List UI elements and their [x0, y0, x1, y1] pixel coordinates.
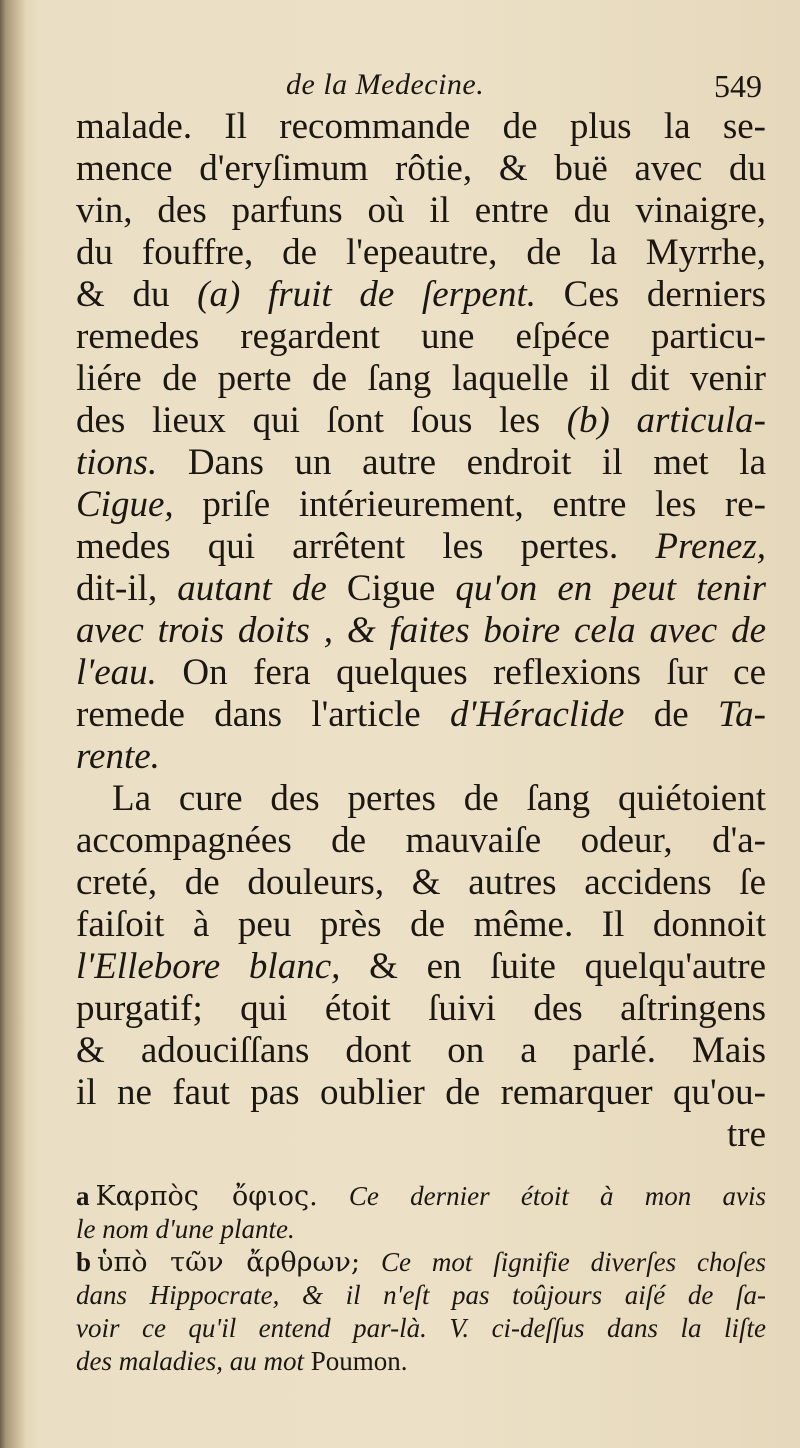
page-gutter-shadow — [0, 0, 26, 1448]
running-title: de la Medecine. — [286, 68, 485, 101]
text-line: l'Ellebore blanc, & en ſuite quelqu'autre — [76, 946, 766, 987]
footnote-label: a — [76, 1181, 90, 1211]
footnote-label: b — [76, 1247, 92, 1277]
text-line: Cigue, priſe intérieurement, entre les re- — [76, 484, 766, 525]
text-line: mence d'eryſimum rôtie, & buë avec du — [76, 148, 766, 189]
greek-text: ὑπὸ τῶν ἄρθρων; — [97, 1247, 361, 1278]
footnote-b: b ὑπὸ τῶν ἄρθρων; Ce mot ſignifie diverſes choſes — [76, 1247, 766, 1278]
footnotes — [76, 1180, 766, 1378]
text-line: tions. Dans un autre endroit il met la — [76, 442, 766, 483]
footnote-b-cont: des maladies, au mot Poumon. — [76, 1346, 408, 1376]
text-line: medes qui arrêtent les pertes. Prenez, — [76, 526, 766, 567]
text-line: dit-il, autant de Cigue qu'on en peut tenir — [76, 568, 766, 609]
text-line: & du (a) fruit de ſerpent. Ces derniers — [76, 274, 767, 315]
catchword: tre — [726, 1114, 766, 1155]
text-line: il ne faut pas oublier de remarquer qu'ou- — [76, 1072, 766, 1113]
text-line: creté, de douleurs, & autres accidens ſe — [76, 862, 766, 903]
paragraph-start-line: La cure des pertes de ſang quiétoient — [112, 778, 766, 819]
text-line: accompagnées de mauvaiſe odeur, d'a- — [76, 820, 766, 861]
text-line: avec trois doits , & faites boire cela avec de — [76, 610, 766, 651]
text-line: faiſoit à peu près de même. Il donnoit — [76, 904, 766, 945]
text-line: des lieux qui ſont ſous les (b) articula- — [76, 400, 766, 441]
text-line: & adouciſſans dont on a parlé. Mais — [76, 1030, 766, 1071]
page-header — [76, 62, 762, 112]
footnote-b-cont: voir ce qu'il entend par-là. V. ci-deſſus dans la liſte — [76, 1313, 766, 1343]
footnote-a: a Καρπὸς ὄφιος. Ce dernier étoit à mon avis — [76, 1181, 766, 1212]
text-line: du fouffre, de l'epeautre, de la Myrrhe, — [76, 232, 766, 273]
text-line: rente. — [76, 736, 160, 777]
text-line: remede dans l'article d'Héraclide de Ta- — [76, 694, 766, 735]
text-line: purgatif; qui étoit ſuivi des aſtringens — [76, 988, 766, 1029]
page-number: 549 — [714, 68, 762, 104]
main-text — [76, 106, 766, 1156]
text-line: l'eau. On fera quelques reflexions ſur ce — [76, 652, 766, 693]
footnote-a-cont: le nom d'une plante. — [76, 1214, 295, 1244]
text-line: liére de perte de ſang laquelle il dit venir — [76, 358, 766, 399]
footnote-b-cont: dans Hippocrate, & il n'eſt pas toûjours aiſé de ſa- — [76, 1280, 766, 1310]
greek-text: Καρπὸς ὄφιος. — [95, 1181, 318, 1212]
text-line: vin, des parfuns où il entre du vinaigre, — [76, 190, 766, 231]
text-line: remedes regardent une eſpéce particu- — [76, 316, 766, 357]
text-line: malade. Il recommande de plus la se- — [76, 106, 766, 147]
